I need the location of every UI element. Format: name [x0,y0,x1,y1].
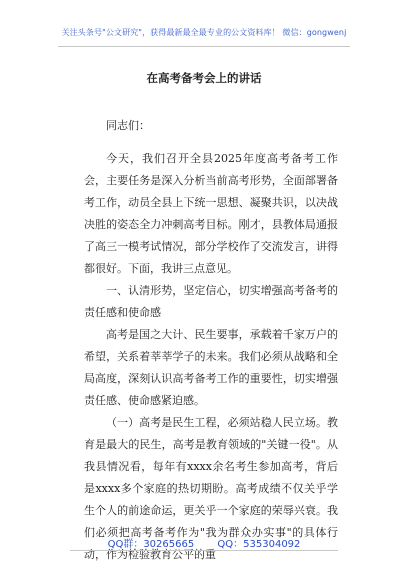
paragraph-subsection-1: （一）高考是民生工程，必须站稳人民立场。教育是最大的民生，高考是教育领域的"关键一役"。从我县情况看，每年有xxxx余名考生参加高考，背后是xxxx多个家庭的热切期盼。高考成绩不仅关乎学生个人的前途命运，更关乎一个家庭的荣辱兴衰。我们必须把高考备考作为"我为群众办实事"的具体行动，作为检验教育公平的重 [84,416,338,561]
paragraph-section-1: 高考是国之大计、民生要事，承载着千家万户的希望，关系着莘莘学子的未来。我们必须从战略和全局高度，深刻认识高考备考工作的重要性，切实增强责任感、使命感紧迫感。 [84,328,338,407]
section-heading-1: 一、认清形势，坚定信心，切实增强高考备考的责任感和使命感 [84,284,338,319]
paragraph-intro: 今天，我们召开全县2025年度高考备考工作会，主要任务是深入分析当前高考形势，全面部署备考工作，动员全县上下统一思想、凝聚共识，以决战决胜的姿态全力冲刺高考目标。刚才，县教体局通报了高三一模考试情况，部分学校作了交流发言，讲得都很好。下面，我讲三点意见。 [84,152,338,275]
document-body [84,115,338,566]
footer-contact [0,535,408,550]
salutation: 同志们： [106,119,150,132]
header-banner: 关注头条号"公文研究"，获得最新最全最专业的公文资料库！ 微信：gongwenj [61,28,347,37]
footer-qq-group: QQ群：30265665 [107,539,195,550]
footer-divider [70,550,338,551]
footer-qq: QQ：535304092 [217,539,301,550]
document-title: 在高考备考会上的讲话 [146,71,262,85]
header-divider [58,46,350,47]
